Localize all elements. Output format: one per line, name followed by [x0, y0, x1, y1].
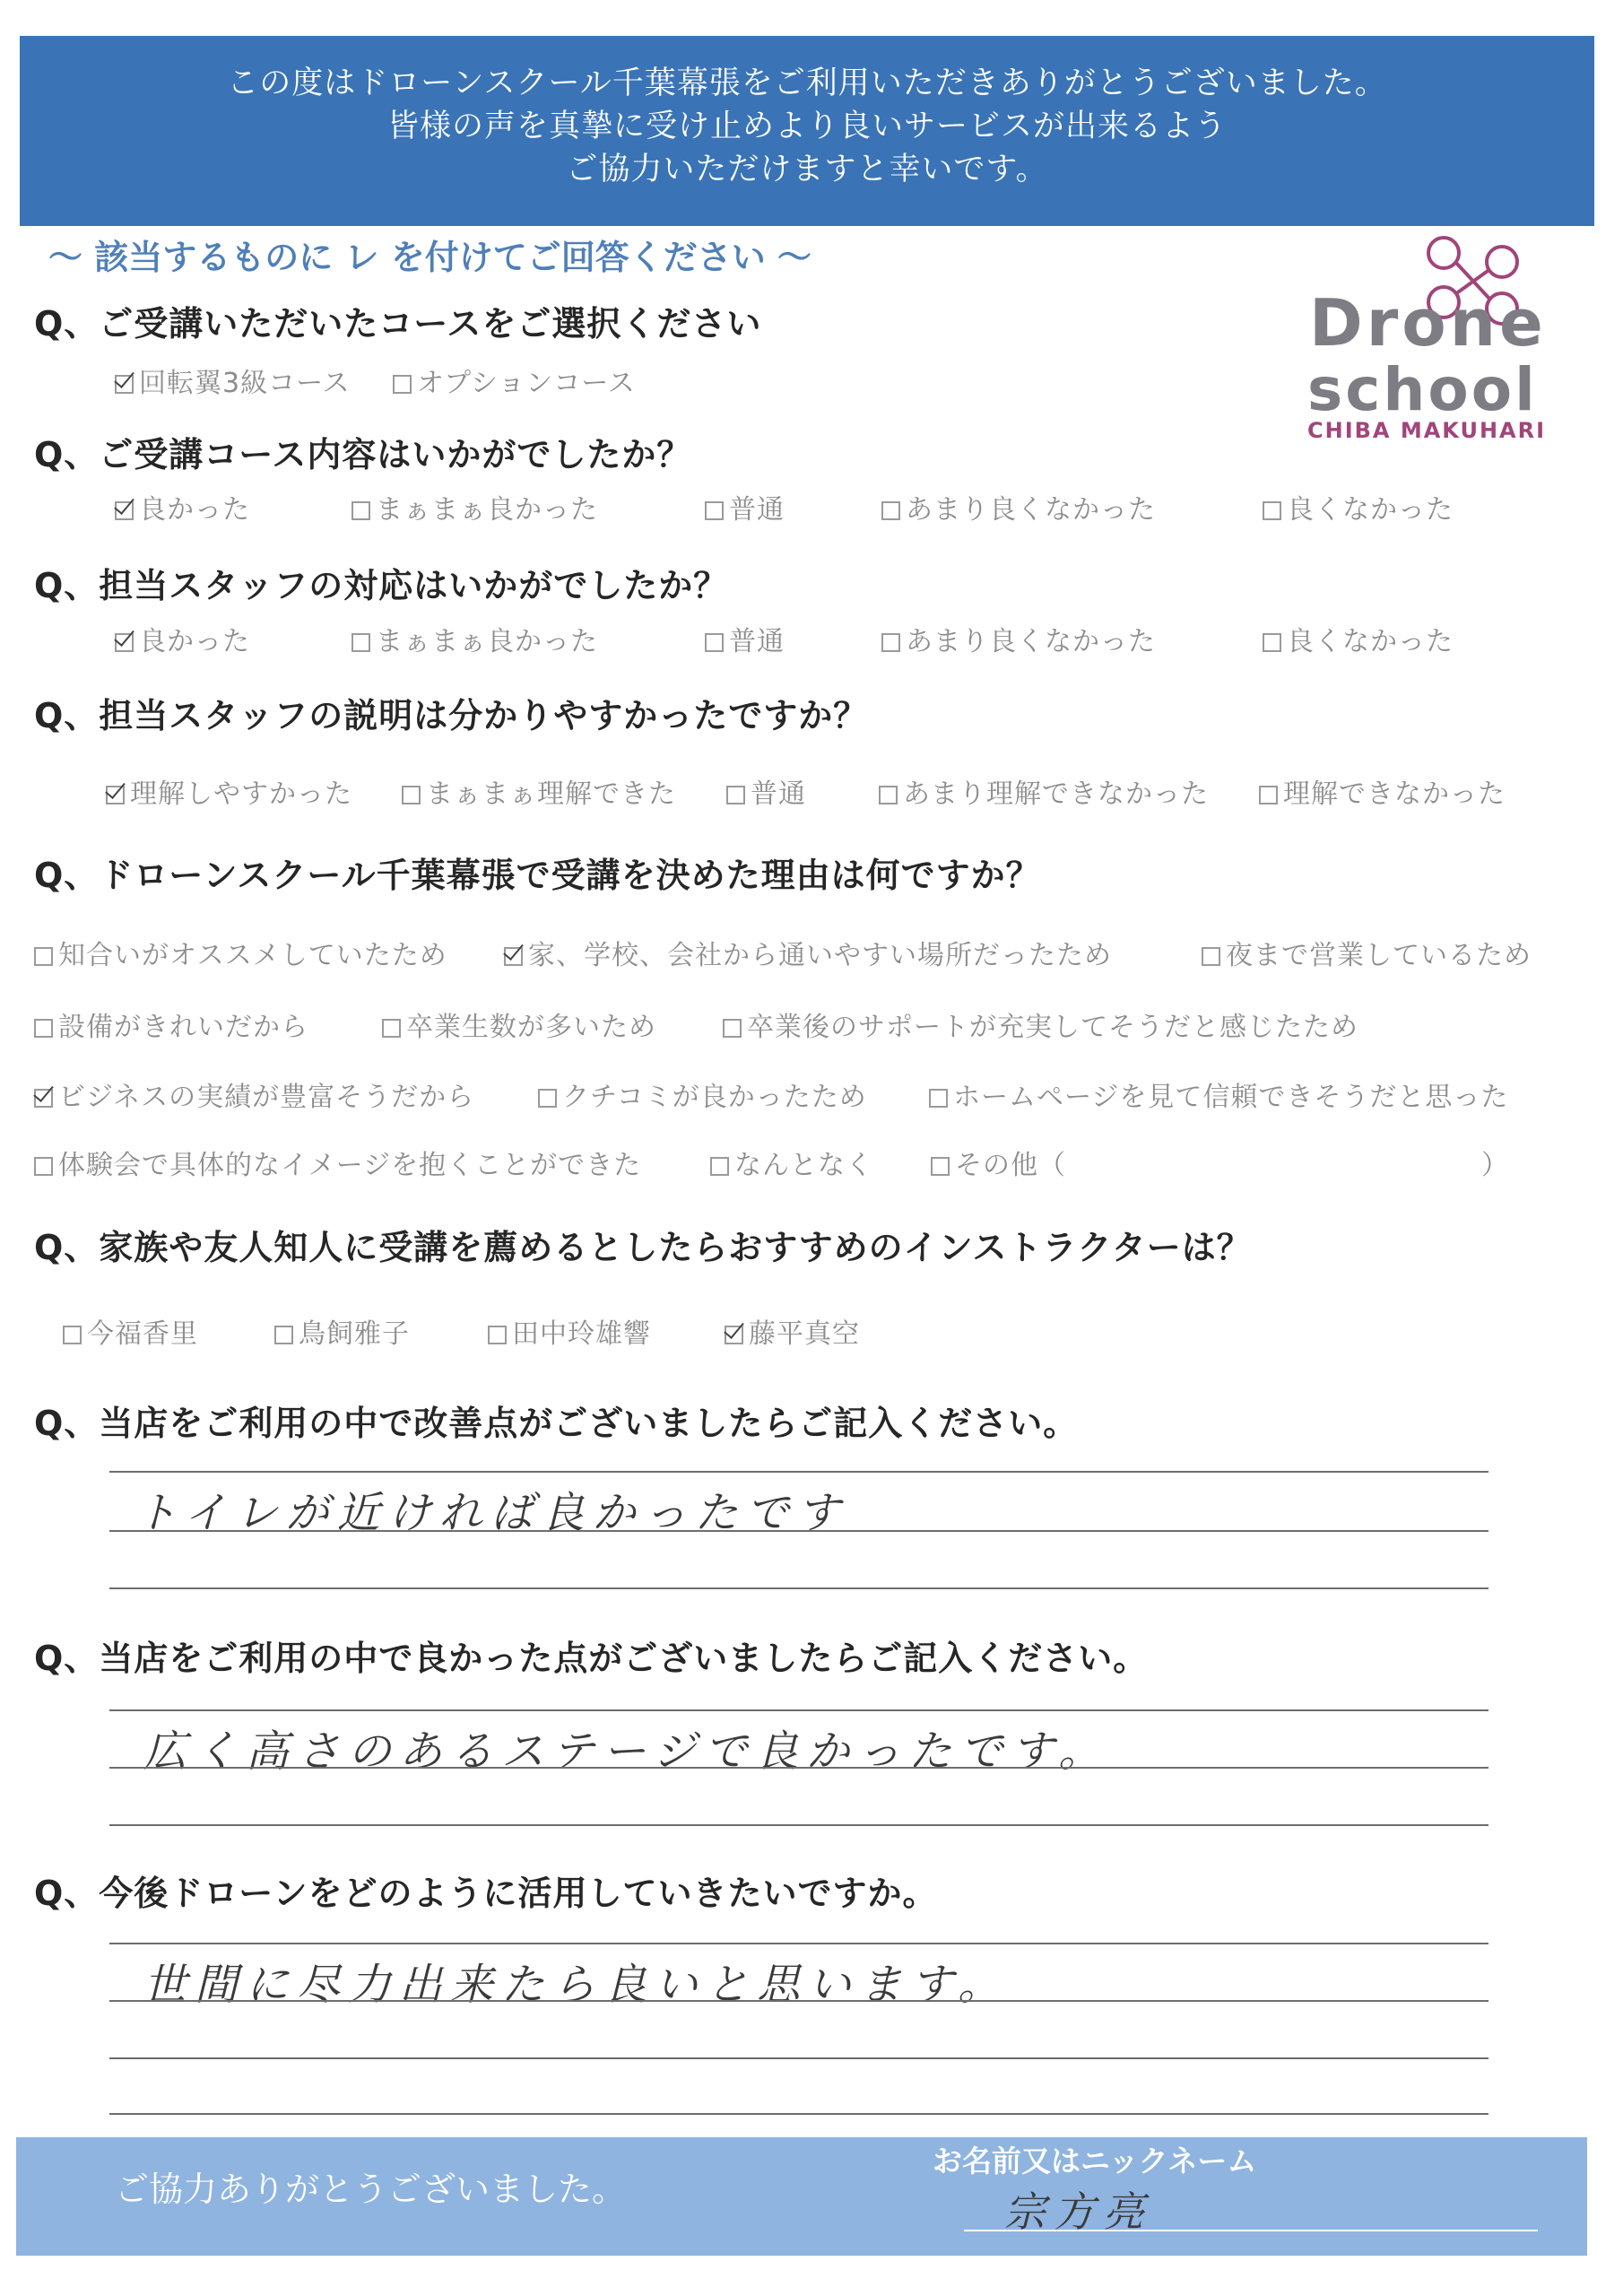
- option-reason-other[interactable]: その他（: [931, 1143, 1066, 1182]
- checkbox-icon[interactable]: [931, 1157, 950, 1176]
- checkbox-icon[interactable]: [710, 1157, 729, 1176]
- checkbox-icon[interactable]: [106, 786, 125, 804]
- checkbox-icon[interactable]: [34, 1019, 53, 1038]
- answer-line: [109, 1471, 1488, 1473]
- question-course-content: Q、ご受講コース内容はいかがでしたか？: [34, 435, 692, 474]
- answer-line: [109, 1943, 1488, 1944]
- option-content-fairly-good[interactable]: まぁまぁ良かった: [352, 487, 598, 526]
- option-reason-many-graduates[interactable]: 卒業生数が多いため: [382, 1004, 656, 1044]
- checkbox-icon[interactable]: [1202, 947, 1220, 966]
- option-instructor-1[interactable]: 今福香里: [63, 1311, 198, 1351]
- option-course-3class[interactable]: 回転翼3級コース: [115, 361, 351, 400]
- answer-line: [109, 2057, 1488, 2059]
- checkbox-icon[interactable]: [274, 1326, 293, 1344]
- option-instructor-2[interactable]: 鳥飼雅子: [274, 1311, 410, 1351]
- checkbox-icon[interactable]: [34, 947, 53, 966]
- question-course: Q、ご受講いただいたコースをご選択ください: [34, 304, 762, 344]
- option-instructor-4[interactable]: 藤平真空: [725, 1311, 860, 1351]
- option-staff-good[interactable]: 良かった: [115, 619, 250, 658]
- option-content-not-very-good[interactable]: あまり良くなかった: [881, 487, 1156, 526]
- checkbox-icon[interactable]: [115, 501, 134, 520]
- header-line-1: この度はドローンスクール千葉幕張をご利用いただきありがとうございました。: [227, 65, 1387, 101]
- option-content-good[interactable]: 良かった: [115, 487, 250, 526]
- question-staff-response: Q、担当スタッフの対応はいかがでしたか？: [34, 566, 729, 605]
- checkbox-icon[interactable]: [1259, 786, 1278, 804]
- checkbox-icon[interactable]: [34, 1089, 53, 1108]
- option-reason-website[interactable]: ホームページを見て信頼できそうだと思った: [929, 1074, 1508, 1114]
- option-reason-no-reason[interactable]: なんとなく: [710, 1143, 873, 1182]
- checkbox-icon[interactable]: [402, 786, 421, 804]
- option-staff-not-good[interactable]: 良くなかった: [1263, 619, 1454, 658]
- option-staff-fairly-good[interactable]: まぁまぁ良かった: [352, 619, 598, 658]
- checkbox-icon[interactable]: [352, 501, 370, 520]
- option-content-average[interactable]: 普通: [705, 487, 785, 526]
- checkbox-icon[interactable]: [538, 1089, 557, 1108]
- checkbox-icon[interactable]: [393, 375, 412, 394]
- answer-line: [109, 1709, 1488, 1711]
- logo-line-2: school: [1307, 355, 1538, 424]
- option-explain-hard[interactable]: あまり理解できなかった: [879, 771, 1209, 811]
- checkbox-icon[interactable]: [115, 633, 134, 652]
- checkbox-icon[interactable]: [382, 1019, 401, 1038]
- option-reason-business-record[interactable]: ビジネスの実績が豊富そうだから: [34, 1074, 474, 1114]
- checkbox-icon[interactable]: [352, 633, 370, 652]
- checkbox-icon[interactable]: [504, 947, 523, 966]
- option-instructor-3[interactable]: 田中玲雄響: [488, 1311, 651, 1351]
- answer-improvements: トイレが近ければ良かったです: [135, 1488, 848, 1538]
- option-reason-other-close: ）: [1481, 1150, 1509, 1181]
- instruction-text: ～ 該当するものに レ を付けてご回答ください ～: [48, 238, 812, 277]
- checkbox-icon[interactable]: [63, 1326, 82, 1344]
- answer-line: [109, 2000, 1488, 2002]
- checkbox-icon[interactable]: [1263, 501, 1281, 520]
- option-reason-trial[interactable]: 体験会で具体的なイメージを抱くことができた: [34, 1143, 641, 1182]
- footer-thanks: ご協力ありがとうございました。: [115, 2170, 627, 2209]
- option-explain-not-understood[interactable]: 理解できなかった: [1259, 771, 1506, 811]
- question-reason: Q、ドローンスクール千葉幕張で受講を決めた理由は何ですか？: [34, 856, 1041, 895]
- option-course-optional[interactable]: オプションコース: [393, 361, 636, 400]
- name-label: お名前又はニックネーム: [933, 2144, 1257, 2179]
- question-good-points: Q、当店をご利用の中で良かった点がございましたらご記入ください。: [34, 1639, 1149, 1678]
- checkbox-icon[interactable]: [725, 1326, 743, 1344]
- option-staff-not-very-good[interactable]: あまり良くなかった: [881, 619, 1156, 658]
- option-explain-easy[interactable]: 理解しやすかった: [106, 771, 352, 811]
- checkbox-icon[interactable]: [881, 501, 900, 520]
- option-reason-open-late[interactable]: 夜まで営業しているため: [1202, 933, 1532, 972]
- checkbox-icon[interactable]: [705, 501, 724, 520]
- checkbox-icon[interactable]: [34, 1157, 53, 1176]
- option-reason-recommended[interactable]: 知合いがオススメしていたため: [34, 933, 447, 972]
- checkbox-icon[interactable]: [488, 1326, 507, 1344]
- checkbox-icon[interactable]: [879, 786, 898, 804]
- checkbox-icon[interactable]: [726, 786, 745, 804]
- answer-line: [109, 1587, 1488, 1589]
- option-explain-average[interactable]: 普通: [726, 771, 806, 811]
- question-future-use: Q、今後ドローンをどのように活用していきたいですか。: [34, 1874, 938, 1913]
- option-reason-support[interactable]: 卒業後のサポートが充実してそうだと感じたため: [723, 1004, 1358, 1044]
- option-content-not-good[interactable]: 良くなかった: [1263, 487, 1454, 526]
- option-staff-average[interactable]: 普通: [705, 619, 785, 658]
- checkbox-icon[interactable]: [705, 633, 724, 652]
- checkbox-icon[interactable]: [115, 375, 134, 394]
- header-line-2: 皆様の声を真摯に受け止めより良いサービスが出来るよう: [386, 109, 1227, 144]
- answer-line: [109, 1530, 1488, 1532]
- option-reason-reviews[interactable]: クチコミが良かったため: [538, 1074, 867, 1114]
- logo-line-3: CHIBA MAKUHARI: [1307, 418, 1547, 443]
- logo-line-1: Drone: [1309, 285, 1547, 361]
- question-staff-explanation: Q、担当スタッフの説明は分かりやすかったですか？: [34, 696, 869, 735]
- name-line: [964, 2230, 1538, 2231]
- answer-good-points: 広く高さのあるステージで良かったです。: [143, 1726, 1110, 1777]
- question-improvements: Q、当店をご利用の中で改善点がございましたらご記入ください。: [34, 1404, 1079, 1443]
- checkbox-icon[interactable]: [881, 633, 900, 652]
- header-line-3: ご協力いただけますと幸いです。: [566, 152, 1048, 187]
- name-value: 宗方亮: [1004, 2187, 1152, 2236]
- answer-line: [109, 1767, 1488, 1769]
- answer-line: [109, 2113, 1488, 2115]
- question-instructor: Q、家族や友人知人に受講を薦めるとしたらおすすめのインストラクターは？: [34, 1228, 1252, 1267]
- answer-line: [109, 1824, 1488, 1826]
- option-reason-clean-facility[interactable]: 設備がきれいだから: [34, 1004, 308, 1044]
- checkbox-icon[interactable]: [929, 1089, 948, 1108]
- checkbox-icon[interactable]: [1263, 633, 1281, 652]
- answer-future-use: 世間に尽力出来たら良いと思います。: [143, 1960, 1010, 2010]
- option-reason-convenient-location[interactable]: 家、学校、会社から通いやすい場所だったため: [504, 933, 1112, 972]
- checkbox-icon[interactable]: [723, 1019, 742, 1038]
- option-explain-fairly-easy[interactable]: まぁまぁ理解できた: [402, 771, 676, 811]
